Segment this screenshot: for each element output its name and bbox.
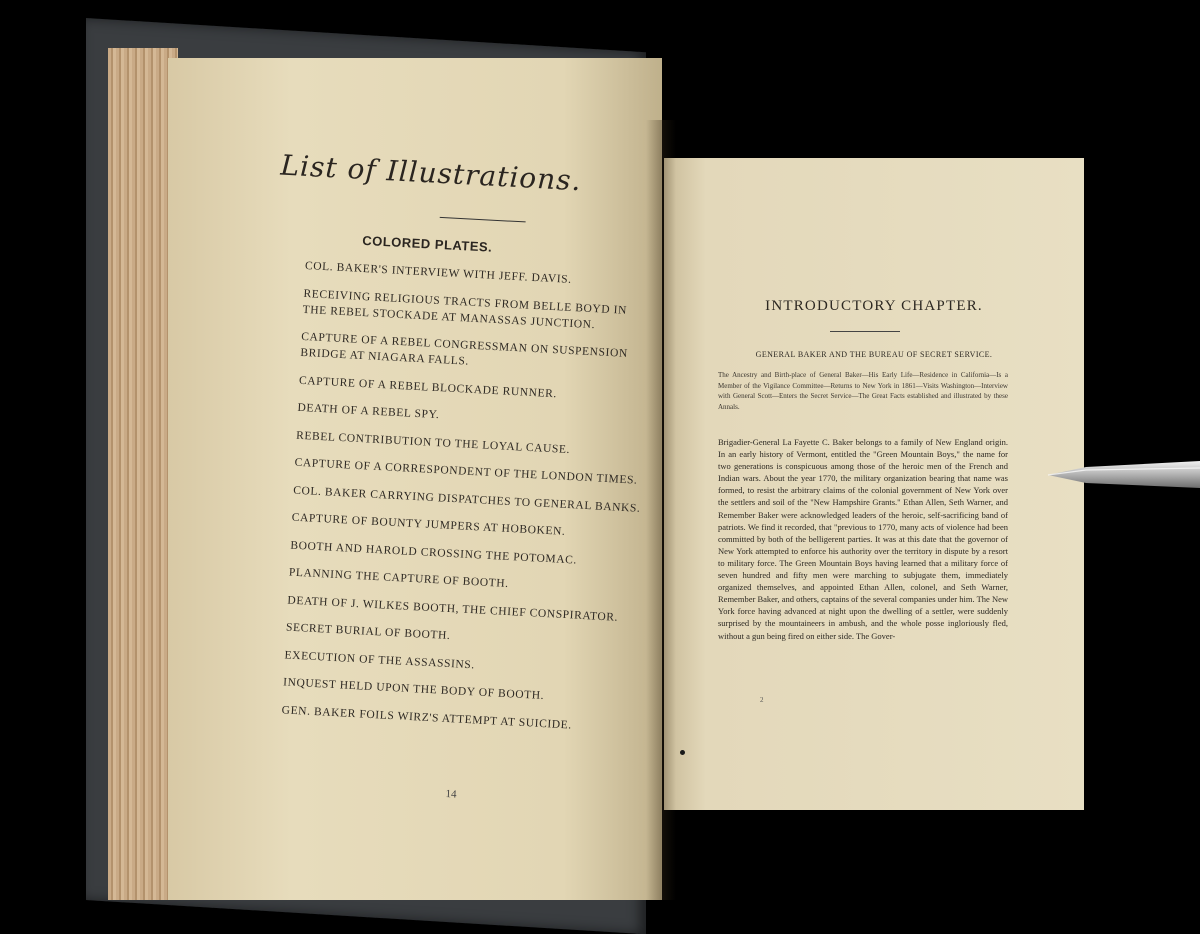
chapter-synopsis: The Ancestry and Birth-place of General Baker—His Early Life—Residence in California—Is a Member of the Vigilance Committee—Returns to New York in 1861—Visits Washington—Interview with General Scott—Enters the Secret Service—The Great Facts established and illustrated by these Annals. xyxy=(718,371,1008,411)
book-gutter-shadow xyxy=(646,120,676,900)
plate-item: PLANNING THE CAPTURE OF BOOTH. xyxy=(288,566,509,591)
plate-item: EXECUTION OF THE ASSASSINS. xyxy=(284,648,476,671)
plate-item: REBEL CONTRIBUTION TO THE LOYAL CAUSE. xyxy=(295,429,571,456)
plate-item: RECEIVING RELIGIOUS TRACTS FROM BELLE BOYD IN THE REBEL STOCKADE AT MANASSAS JUNCTION. xyxy=(302,287,628,331)
chapter-body-text: Brigadier-General La Fayette C. Baker belongs to a family of New England origin. In an early history of Vermont, entitled the "Green Mountain Boys," the name for two generations is conspicuous among those of the heroic men of the French and Indian wars. About the year 1770, the military organization bearing that name was formed, to resist the arbitrary claims of the colonial government of New York over the settlers and soil of the "New Hampshire Grants." Ethan Allen, Seth Warner, and Remember Baker were acknowledged leaders of the heroic, self-sacrificing band of patriots. We find it recorded, that "previous to 1770, many acts of violence had been committed by both of the belligerent parties. It was at this date that the governor of New York attempted to enforce his authority over the territory in dispute by a resort to military force. The Green Mountain Boys having learned that a military force of seven hundred and fifty men were marching to subjugate them, immediately organized themselves, and appointed Ethan Allen, colonel, and Seth Warner, Remember Baker, and others, captains of the several companies under him. The New York force having advanced at night upon the dwelling of a settler, were suddenly surprised by the mountaineers in ambush, and the whole posse ingloriously fled, without a gun being fired on either side. The Gover- xyxy=(718,437,1008,641)
plate-item: DEATH OF A REBEL SPY. xyxy=(297,401,440,422)
list-of-illustrations-heading: List of Illustrations. xyxy=(279,148,583,198)
plate-item: SECRET BURIAL OF BOOTH. xyxy=(285,621,451,643)
plates-list xyxy=(281,258,655,748)
plate-item: DEATH OF J. WILKES BOOTH, THE CHIEF CONSPIRATOR. xyxy=(287,594,619,624)
plate-item: COL. BAKER CARRYING DISPATCHES TO GENERAL BANKS. xyxy=(292,484,641,515)
right-page xyxy=(664,158,1084,810)
plate-item: CAPTURE OF A REBEL BLOCKADE RUNNER. xyxy=(298,374,558,400)
chapter-title: INTRODUCTORY CHAPTER. xyxy=(765,298,983,314)
left-page-content xyxy=(146,46,683,913)
plate-item: INQUEST HELD UPON THE BODY OF BOOTH. xyxy=(282,676,545,703)
heading-rule xyxy=(440,217,526,222)
letter-opener-knife xyxy=(1046,458,1200,492)
plate-item: CAPTURE OF BOUNTY JUMPERS AT HOBOKEN. xyxy=(291,511,566,538)
plate-item: CAPTURE OF A CORRESPONDENT OF THE LONDON TIMES. xyxy=(294,456,638,487)
chapter-subtitle: GENERAL BAKER AND THE BUREAU OF SECRET SERVICE. xyxy=(755,350,993,359)
plate-item: CAPTURE OF A REBEL CONGRESSMAN ON SUSPENSION BRIDGE AT NIAGARA FALLS. xyxy=(300,330,629,368)
signature-mark: 2 xyxy=(760,696,764,704)
left-page xyxy=(168,58,662,900)
plate-item: GEN. BAKER FOILS WIRZ'S ATTEMPT AT SUICIDE. xyxy=(281,703,573,732)
colored-plates-subheading: COLORED PLATES. xyxy=(361,232,493,255)
chapter-rule xyxy=(830,331,900,332)
plate-item: BOOTH AND HAROLD CROSSING THE POTOMAC. xyxy=(290,539,578,567)
page-number: 14 xyxy=(445,788,457,801)
ink-spot xyxy=(680,750,685,755)
plate-item: COL. BAKER'S INTERVIEW WITH JEFF. DAVIS. xyxy=(304,259,572,286)
